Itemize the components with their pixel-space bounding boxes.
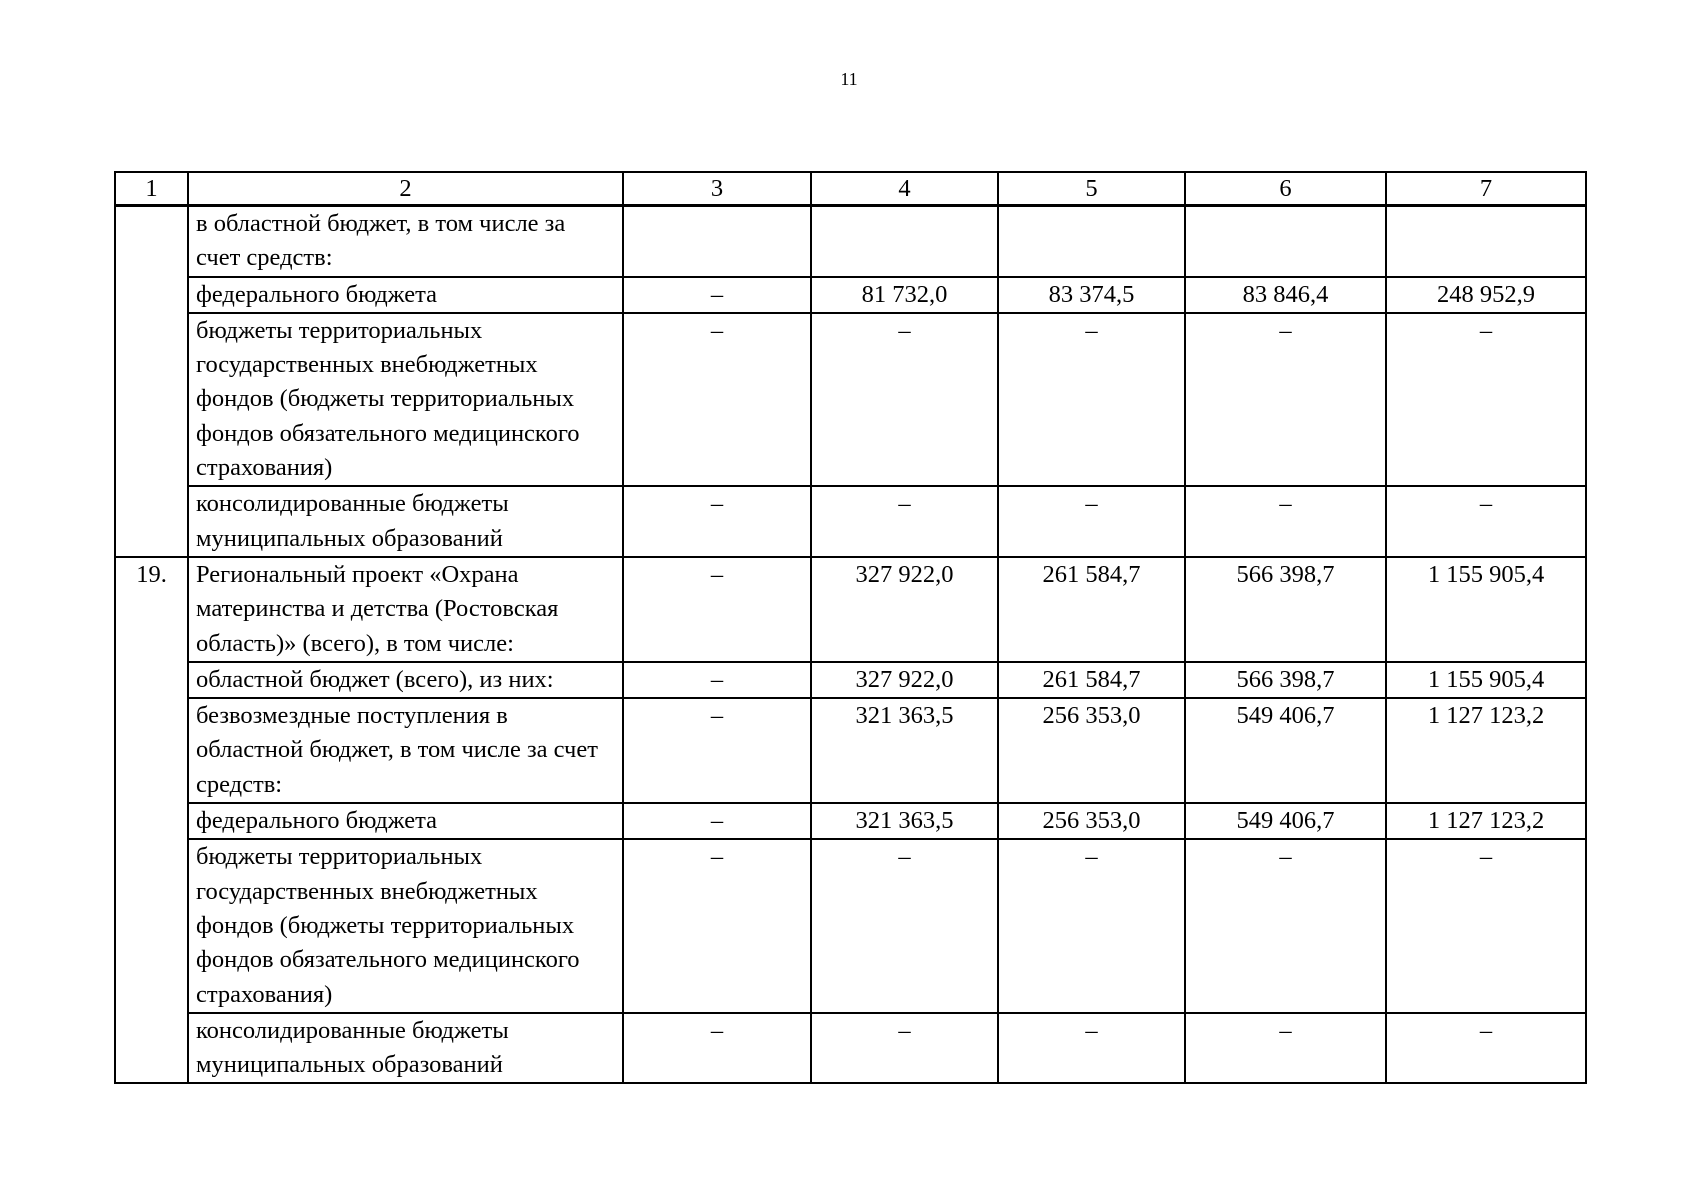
row-label-cell: бюджеты территориальных государственных внебюджетных фондов (бюджеты территориальных фондов обязательного медицинского страхования) bbox=[188, 839, 623, 1012]
value-cell: 327 922,0 bbox=[811, 557, 998, 662]
table-row bbox=[115, 698, 1586, 803]
value-cell: 256 353,0 bbox=[998, 803, 1185, 839]
value-cell: – bbox=[1185, 313, 1386, 486]
row-label-cell: безвозмездные поступления в областной бюджет, в том числе за счет средств: bbox=[188, 698, 623, 803]
value-cell: 83 374,5 bbox=[998, 277, 1185, 313]
row-label-cell: федерального бюджета bbox=[188, 277, 623, 313]
value-cell: – bbox=[811, 1013, 998, 1084]
value-cell: 261 584,7 bbox=[998, 662, 1185, 698]
column-header: 7 bbox=[1386, 172, 1586, 206]
value-cell: – bbox=[623, 486, 811, 557]
row-number-cell bbox=[115, 206, 188, 557]
value-cell: 83 846,4 bbox=[1185, 277, 1386, 313]
value-cell: – bbox=[998, 1013, 1185, 1084]
value-cell: – bbox=[623, 313, 811, 486]
table-row bbox=[115, 557, 1586, 662]
value-cell: – bbox=[1185, 839, 1386, 1012]
table-row bbox=[115, 839, 1586, 1012]
value-cell: – bbox=[1386, 313, 1586, 486]
row-label-cell: федерального бюджета bbox=[188, 803, 623, 839]
value-cell: 256 353,0 bbox=[998, 698, 1185, 803]
column-header: 1 bbox=[115, 172, 188, 206]
row-label-cell: Региональный проект «Охрана материнства и детства (Ростовская область)» (всего), в том числе: bbox=[188, 557, 623, 662]
row-label-cell: областной бюджет (всего), из них: bbox=[188, 662, 623, 698]
value-cell: – bbox=[623, 839, 811, 1012]
value-cell: 81 732,0 bbox=[811, 277, 998, 313]
table-row bbox=[115, 206, 1586, 277]
value-cell: 1 155 905,4 bbox=[1386, 662, 1586, 698]
value-cell: 1 127 123,2 bbox=[1386, 803, 1586, 839]
value-cell: 566 398,7 bbox=[1185, 662, 1386, 698]
row-number-cell: 19. bbox=[115, 557, 188, 1083]
value-cell: – bbox=[1185, 1013, 1386, 1084]
value-cell: 549 406,7 bbox=[1185, 803, 1386, 839]
value-cell: 321 363,5 bbox=[811, 803, 998, 839]
value-cell: – bbox=[623, 557, 811, 662]
page-number: 11 bbox=[840, 69, 858, 89]
value-cell: 566 398,7 bbox=[1185, 557, 1386, 662]
column-header: 4 bbox=[811, 172, 998, 206]
value-cell: – bbox=[1386, 1013, 1586, 1084]
row-label-cell: консолидированные бюджеты муниципальных образований bbox=[188, 486, 623, 557]
table-row bbox=[115, 1013, 1586, 1084]
value-cell: – bbox=[998, 486, 1185, 557]
value-cell: 321 363,5 bbox=[811, 698, 998, 803]
value-cell: – bbox=[811, 486, 998, 557]
column-header: 5 bbox=[998, 172, 1185, 206]
column-header: 2 bbox=[188, 172, 623, 206]
value-cell: – bbox=[998, 839, 1185, 1012]
value-cell: 248 952,9 bbox=[1386, 277, 1586, 313]
table-row bbox=[115, 277, 1586, 313]
row-label-cell: бюджеты территориальных государственных внебюджетных фондов (бюджеты территориальных фондов обязательного медицинского страхования) bbox=[188, 313, 623, 486]
value-cell bbox=[1386, 206, 1586, 277]
table-row bbox=[115, 803, 1586, 839]
value-cell: 549 406,7 bbox=[1185, 698, 1386, 803]
table-row bbox=[115, 662, 1586, 698]
table-row bbox=[115, 486, 1586, 557]
value-cell bbox=[1185, 206, 1386, 277]
value-cell bbox=[623, 206, 811, 277]
value-cell: – bbox=[623, 1013, 811, 1084]
column-header-row bbox=[115, 172, 1586, 206]
value-cell: 1 127 123,2 bbox=[1386, 698, 1586, 803]
column-header: 6 bbox=[1185, 172, 1386, 206]
value-cell: 261 584,7 bbox=[998, 557, 1185, 662]
value-cell: – bbox=[623, 277, 811, 313]
value-cell: – bbox=[623, 662, 811, 698]
value-cell bbox=[811, 206, 998, 277]
table-row bbox=[115, 313, 1586, 486]
value-cell bbox=[998, 206, 1185, 277]
value-cell: 1 155 905,4 bbox=[1386, 557, 1586, 662]
row-label-cell: в областной бюджет, в том числе за счет средств: bbox=[188, 206, 623, 277]
value-cell: – bbox=[1386, 839, 1586, 1012]
value-cell: – bbox=[811, 839, 998, 1012]
budget-table bbox=[114, 171, 1587, 1084]
value-cell: – bbox=[1185, 486, 1386, 557]
value-cell: – bbox=[623, 803, 811, 839]
value-cell: 327 922,0 bbox=[811, 662, 998, 698]
value-cell: – bbox=[998, 313, 1185, 486]
value-cell: – bbox=[623, 698, 811, 803]
value-cell: – bbox=[811, 313, 998, 486]
column-header: 3 bbox=[623, 172, 811, 206]
row-label-cell: консолидированные бюджеты муниципальных образований bbox=[188, 1013, 623, 1084]
value-cell: – bbox=[1386, 486, 1586, 557]
